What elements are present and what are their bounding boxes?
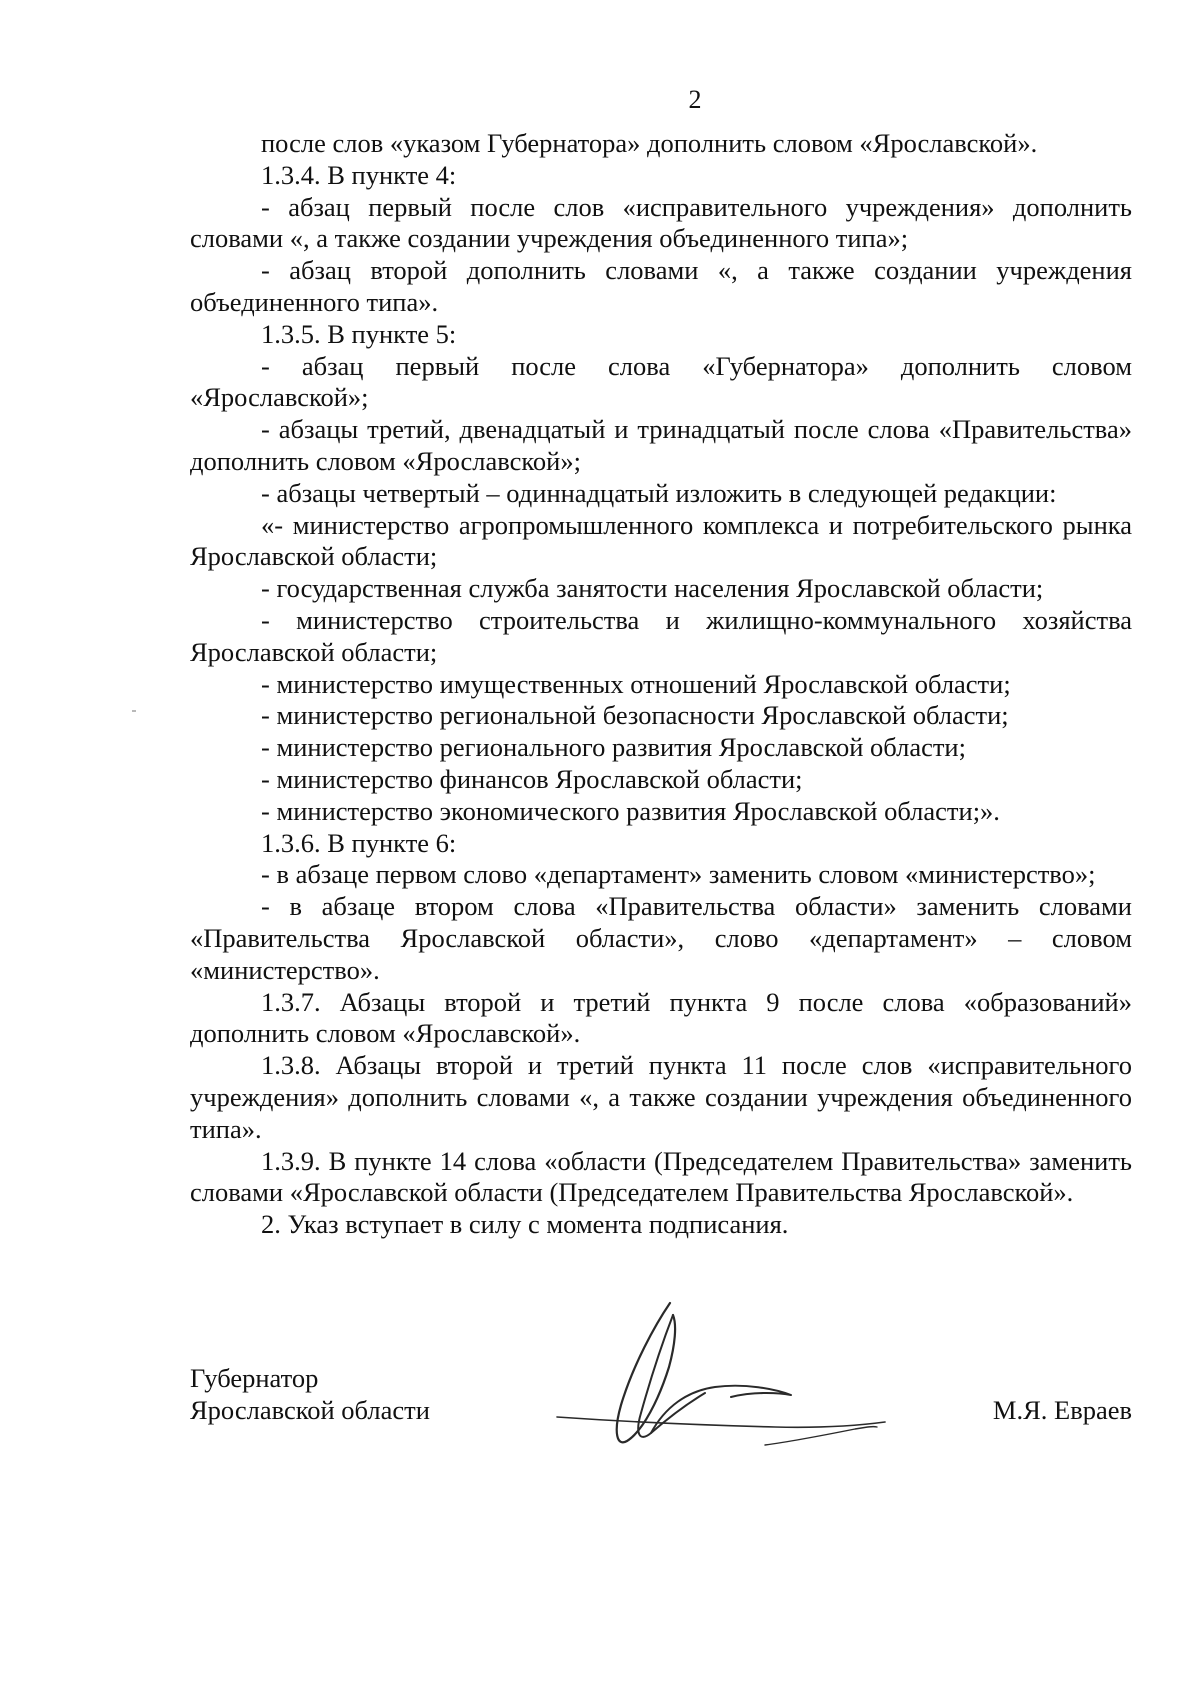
paragraph: - министерство имущественных отношений Ярославской области; — [261, 668, 1011, 699]
signer-region: Ярославской области — [190, 1395, 430, 1425]
paragraph: - в абзаце втором слова «Правительства области» заменить словами «Правительства Ярославской области», слово «департамент» – словом «министерство». — [190, 891, 1132, 985]
paragraph: 1.3.9. В пункте 14 слова «области (Председателем Правительства» заменить словами «Ярославской области (Председателем Правительства Ярославской». — [190, 1145, 1132, 1208]
paragraph: - абзац первый после слов «исправительного учреждения» дополнить словами «, а также создании учреждения объединенного типа»; — [190, 191, 1132, 254]
paragraph: - министерство финансов Ярославской области; — [261, 763, 803, 794]
scan-artifact — [132, 710, 136, 712]
signer-position: Губернатор — [190, 1363, 319, 1393]
paragraph: - министерство регионального развития Ярославской области; — [261, 732, 966, 763]
document-body — [190, 128, 1132, 1241]
paragraph: 1.3.5. В пункте 5: — [261, 318, 457, 349]
paragraph: 1.3.4. В пункте 4: — [261, 159, 457, 190]
handwritten-signature — [555, 1295, 925, 1475]
paragraph: «- министерство агропромышленного комплекса и потребительского рынка Ярославской области; — [190, 509, 1132, 572]
paragraph: - в абзаце первом слово «департамент» заменить словом «министерство»; — [261, 859, 1096, 890]
paragraph: - абзацы третий, двенадцатый и тринадцатый после слова «Правительства» дополнить словом «Ярославской»; — [190, 414, 1132, 476]
page-number: 2 — [688, 85, 702, 114]
paragraph: - министерство строительства и жилищно-коммунального хозяйства Ярославской области; — [190, 604, 1132, 667]
paragraph: 1.3.8. Абзацы второй и третий пункта 11 после слов «исправительного учреждения» дополнить словами «, а также создании учреждения объединенного типа». — [190, 1050, 1132, 1144]
paragraph: - абзацы четвертый – одиннадцатый изложить в следующей редакции: — [261, 477, 1057, 508]
paragraph: 2. Указ вступает в силу с момента подписания. — [261, 1209, 789, 1240]
paragraph: - абзац первый после слова «Губернатора» дополнить словом «Ярославской»; — [190, 350, 1132, 413]
paragraph: - абзац второй дополнить словами «, а также создании учреждения объединенного типа». — [190, 255, 1132, 317]
signer-name: М.Я. Евраев — [992, 1395, 1132, 1425]
paragraph: 1.3.6. В пункте 6: — [261, 827, 457, 858]
paragraph: 1.3.7. Абзацы второй и третий пункта 9 после слова «образований» дополнить словом «Ярославской». — [190, 986, 1132, 1049]
paragraph: после слов «указом Губернатора» дополнить словом «Ярославской». — [261, 128, 1038, 158]
paragraph: - министерство экономического развития Ярославской области;». — [261, 795, 1000, 826]
paragraph: - министерство региональной безопасности Ярославской области; — [261, 700, 1009, 731]
paragraph: - государственная служба занятости населения Ярославской области; — [261, 573, 1044, 604]
signer-title — [190, 1362, 430, 1426]
